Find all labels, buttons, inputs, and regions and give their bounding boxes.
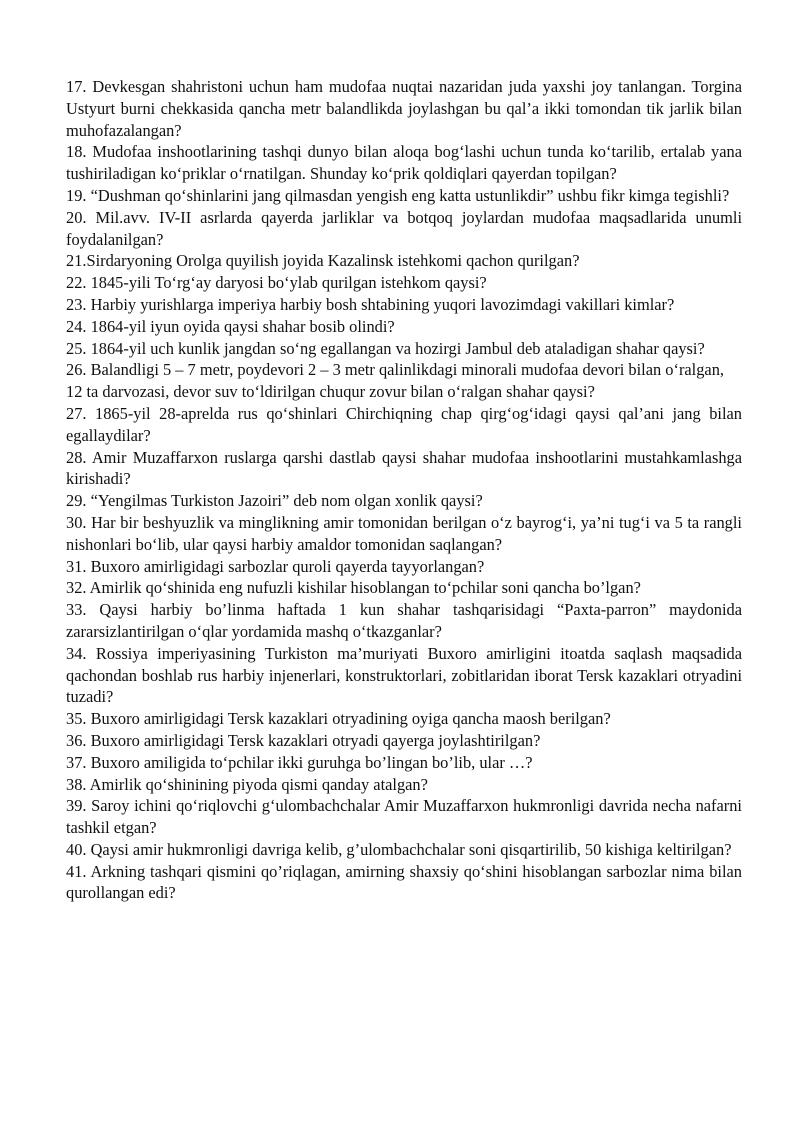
question-18: 18. Mudofaa inshootlarining tashqi dunyo bilan aloqa bog‘lashi uchun tunda ko‘tarilib, ertalab yana tushiriladigan ko‘priklar o‘rnatilgan. Shunday ko‘prik qoldiqlari qayerdan topilgan?: [66, 142, 742, 184]
question-22: 22. 1845-yili To‘rg‘ay daryosi bo‘ylab qurilgan istehkom qaysi?: [66, 273, 487, 293]
question-28: 28. Amir Muzaffarxon ruslarga qarshi dastlab qaysi shahar mudofaa inshootlarini mustahkamlashga kirishadi?: [66, 447, 742, 489]
question-29: 29. “Yengilmas Turkiston Jazoiri” deb nom olgan xonlik qaysi?: [66, 491, 483, 511]
question-39: 39. Saroy ichini qo‘riqlovchi g‘ulombachchalar Amir Muzaffarxon hukmronligi davrida necha nafarni tashkil etgan?: [66, 796, 742, 838]
question-17: 17. Devkesgan shahristoni uchun ham mudofaa nuqtai nazaridan juda yaxshi joy tanlangan. Torgina Ustyurt burni chekkasida qancha metr balandlikda joylashgan bu qal’a ikki tomondan tik jarlik bilan muhofazalangan?: [66, 77, 742, 140]
question-25: 25. 1864-yil uch kunlik jangdan so‘ng egallangan va hozirgi Jambul deb ataladigan shahar qaysi?: [66, 338, 705, 358]
question-31: 31. Buxoro amirligidagi sarbozlar quroli qayerda tayyorlangan?: [66, 556, 485, 576]
question-41: 41. Arkning tashqari qismini qo’riqlagan, amirning shaxsiy qo‘shini hisoblangan sarbozlar nima bilan qurollangan edi?: [66, 861, 742, 903]
question-23: 23. Harbiy yurishlarga imperiya harbiy bosh shtabining yuqori lavozimdagi vakillari kimlar?: [66, 294, 675, 314]
question-19: 19. “Dushman qo‘shinlarini jang qilmasdan yengish eng katta ustunlikdir” ushbu fikr kimga tegishli?: [66, 185, 730, 205]
question-36: 36. Buxoro amirligidagi Tersk kazaklari otryadi qayerga joylashtirilgan?: [66, 730, 541, 750]
question-35: 35. Buxoro amirligidagi Tersk kazaklari otryadining oyiga qancha maosh berilgan?: [66, 709, 611, 729]
question-34: 34. Rossiya imperiyasining Turkiston ma’muriyati Buxoro amirligini itoatda saqlash maqsadida qachondan boshlab rus harbiy injenerlari, konstruktorlari, zobitlaridan iborat Tersk kazaklari otryadini tuzadi?: [66, 643, 742, 707]
question-30: 30. Har bir beshyuzlik va minglikning amir tomonidan berilgan o‘z bayrog‘i, ya’ni tug‘i va 5 ta rangli nishonlari bo‘lib, ular qaysi harbiy amaldor tomonidan saqlangan?: [66, 512, 742, 554]
question-20: 20. Mil.avv. IV-II asrlarda qayerda jarliklar va botqoq joylardan mudofaa maqsadlarida unumli foydalanilgan?: [66, 207, 742, 249]
question-38: 38. Amirlik qo‘shinining piyoda qismi qanday atalgan?: [66, 774, 428, 794]
question-33: 33. Qaysi harbiy bo’linma haftada 1 kun shahar tashqarisidagi “Paxta-parron” maydonida zararsizlantirilgan o‘qlar yordamida mashq o‘tkazganlar?: [66, 600, 742, 641]
question-37: 37. Buxoro amiligida to‘pchilar ikki guruhga bo’lingan bo’lib, ular …?: [66, 752, 533, 772]
question-21: 21.Sirdaryoning Orolga quyilish joyida Kazalinsk istehkomi qachon qurilgan?: [66, 251, 580, 271]
document-page: [66, 76, 742, 904]
question-26: 26. Balandligi 5 – 7 metr, poydevori 2 – 3 metr qalinlikdagi minorali mudofaa devori bilan o‘ralgan, 12 ta darvozasi, devor suv to‘ldirilgan chuqur zovur bilan o‘ralgan shahar qaysi?: [66, 360, 725, 402]
question-27: 27. 1865-yil 28-aprelda rus qo‘shinlari Chirchiqning chap qirg‘og‘idagi qaysi qal’ani jang bilan egallaydilar?: [66, 403, 742, 445]
question-24: 24. 1864-yil iyun oyida qaysi shahar bosib olindi?: [66, 316, 395, 336]
question-40: 40. Qaysi amir hukmronligi davriga kelib, g’ulombachchalar soni qisqartirilib, 50 kishiga keltirilgan?: [66, 839, 732, 859]
question-32: 32. Amirlik qo‘shinida eng nufuzli kishilar hisoblangan to‘pchilar soni qancha bo’lgan?: [66, 578, 641, 598]
